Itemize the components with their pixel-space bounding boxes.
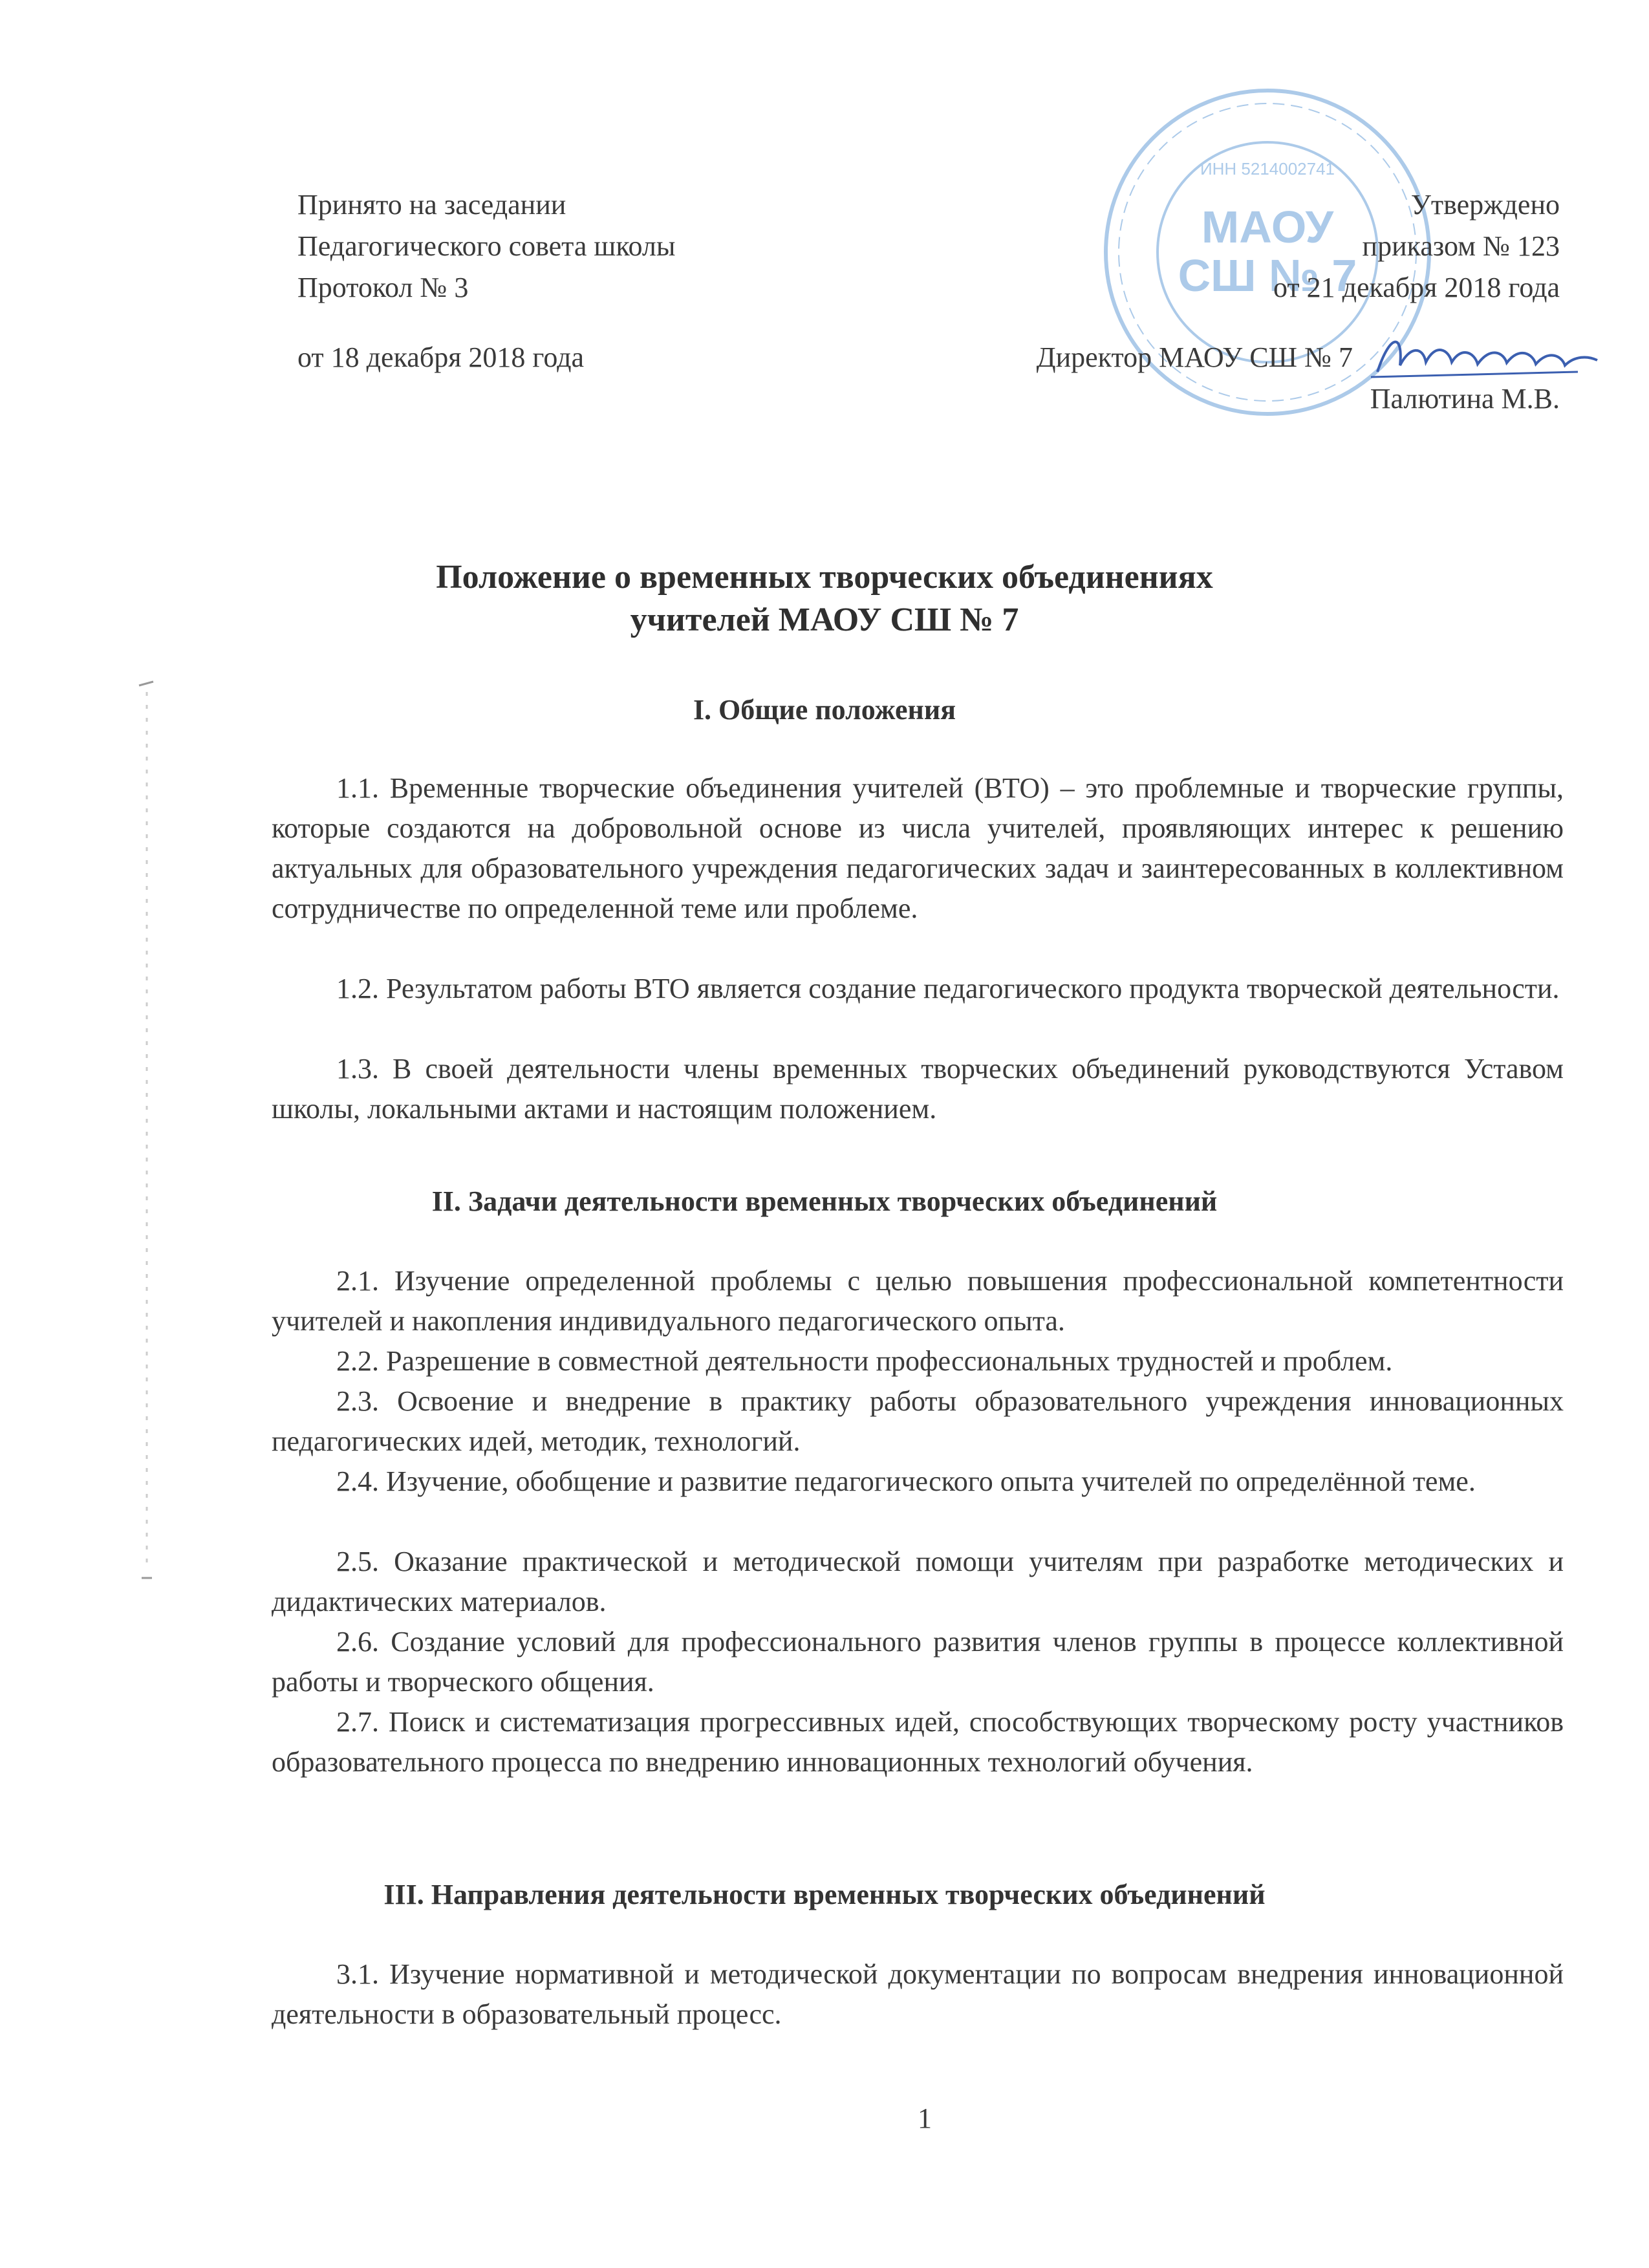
section-heading: III. Направления деятельности временных творческих объединений (383, 1879, 1266, 1910)
header-accepted-block (297, 184, 879, 378)
accepted-line-3: Протокол № 3 (297, 272, 469, 303)
paragraph: 2.1. Изучение определенной проблемы с целью повышения профессиональной компетентности учителей и накопления индивидуального педагогического опыта. (272, 1265, 1564, 1337)
paragraph: 1.1. Временные творческие объединения учителей (ВТО) – это проблемные и творческие группы, которые создаются на добровольной основе из числа учителей, проявляющих интерес к решению актуальных для образовательного учреждения педагогических задач и заинтересованных в коллективном сотрудничестве по определенной теме или проблеме. (272, 772, 1564, 924)
paragraph: 2.6. Создание условий для профессионального развития членов группы в процессе коллективной работы и творческого общения. (272, 1626, 1564, 1698)
approved-line-2: приказом № 123 (1362, 230, 1560, 262)
title-line-2: учителей МАОУ СШ № 7 (630, 601, 1019, 638)
paragraph: 2.7. Поиск и систематизация прогрессивных идей, способствующих творческому росту участников образовательного процесса по внедрению инновационных технологий обучения. (272, 1706, 1564, 1778)
accepted-date: от 18 декабря 2018 года (297, 341, 585, 373)
paragraph: 2.3. Освоение и внедрение в практику работы образовательного учреждения инновационных педагогических идей, методик, технологий. (272, 1385, 1564, 1457)
director-signature (1364, 327, 1604, 385)
stamp-center-text-2: СШ № 7 (1178, 250, 1357, 301)
paragraph: 2.2. Разрешение в совместной деятельности профессиональных трудностей и проблем. (336, 1345, 1393, 1377)
director-title: Директор МАОУ СШ № 7 (1036, 341, 1353, 373)
stamp-center-text-1: МАОУ (1201, 202, 1334, 252)
paragraph: 2.5. Оказание практической и методической помощи учителям при разработке методических и дидактических материалов. (272, 1546, 1564, 1617)
page-number: 1 (918, 2102, 932, 2134)
director-name: Палютина М.В. (1370, 383, 1560, 415)
title-line-1: Положение о временных творческих объединениях (436, 559, 1213, 596)
paragraph: 1.2. Результатом работы ВТО является создание педагогического продукта творческой деятельности. (336, 973, 1560, 1004)
section-heading: I. Общие положения (693, 694, 956, 726)
paragraph: 1.3. В своей деятельности члены временных творческих объединений руководствуются Уставом школы, локальными актами и настоящим положением. (272, 1053, 1564, 1125)
document-title (194, 556, 1455, 642)
approved-line-1: Утверждено (1410, 189, 1560, 221)
approved-line-3: от 21 декабря 2018 года (1273, 272, 1560, 303)
accepted-line-1: Принято на заседании (297, 189, 566, 221)
paragraph: 2.4. Изучение, обобщение и развитие педагогического опыта учителей по определённой теме. (336, 1465, 1476, 1497)
paragraph: 3.1. Изучение нормативной и методической документации по вопросам внедрения инновационной деятельности в образовательный процесс. (272, 1958, 1564, 2030)
section-heading: II. Задачи деятельности временных творческих объединений (431, 1185, 1218, 1217)
stamp-inn: ИНН 5214002741 (1200, 159, 1335, 178)
accepted-line-2: Педагогического совета школы (297, 230, 676, 262)
binding-mark (133, 679, 158, 1584)
